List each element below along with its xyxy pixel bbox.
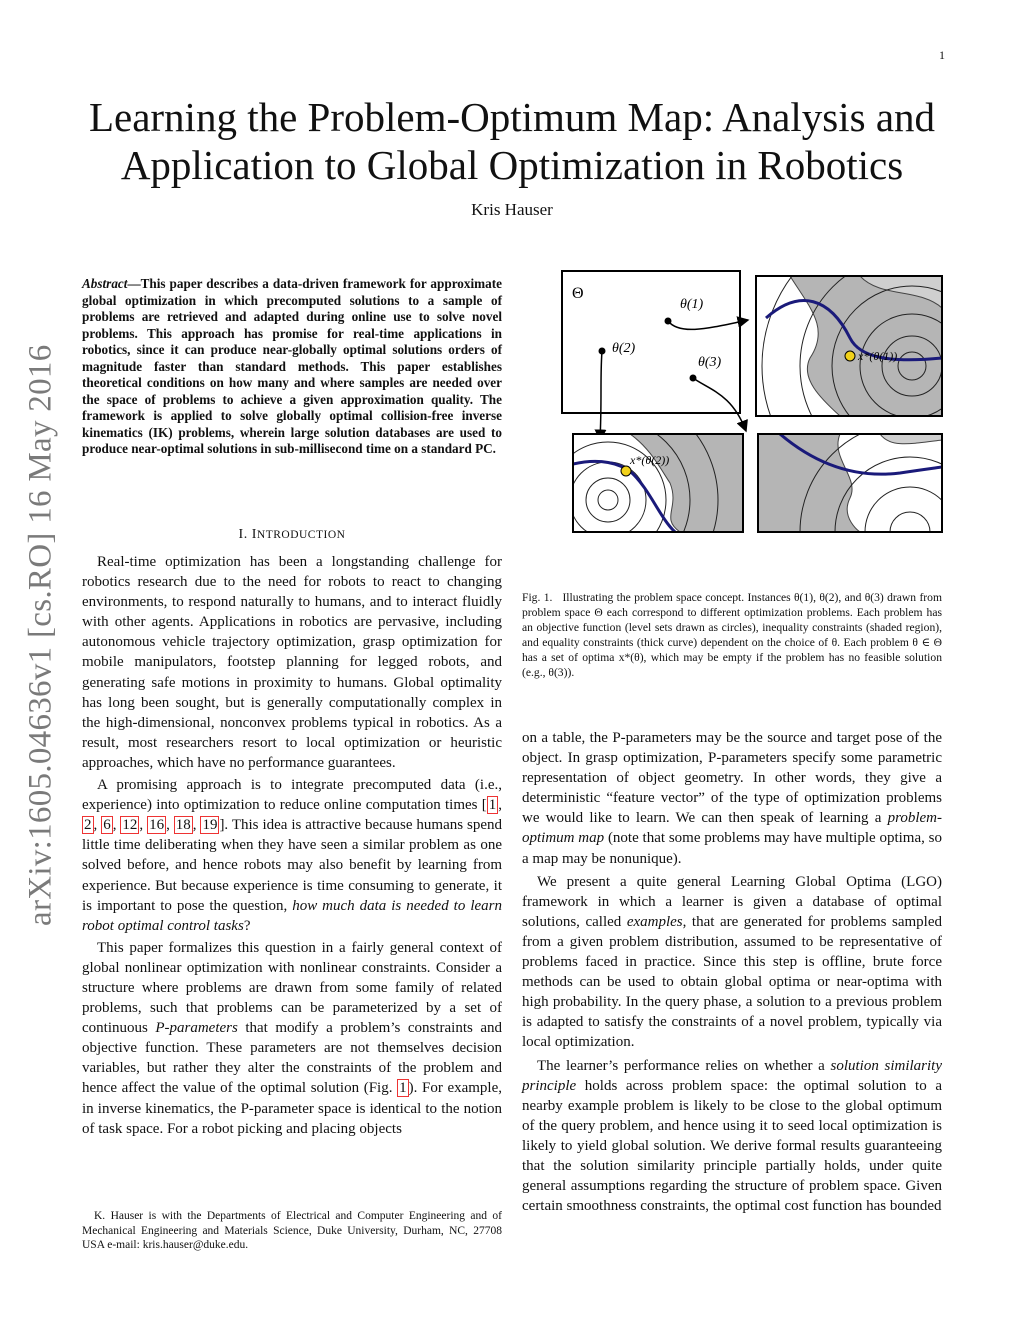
figure-ref-1[interactable]: 1 xyxy=(399,1080,407,1097)
theta2-label: θ(2) xyxy=(612,341,636,356)
intro-paragraph-3: This paper formalizes this question in a fairly general context of global nonlinear optimization with nonlinear constraints. Consider a structure where problems are drawn from some family of related problems, such that problems can be parameterized by a set of continuous P-parameters that modify a problem’s constraints and objective function. These parameters are not themselves decision variables, but rather they alter the constraints of the problem and hence affect the value of the optimal solution (Fig. 1 ). For example, in inverse kinematics, the P-parameter space is identical to the notion of task space. For a robot picking and placing objects xyxy=(82,939,503,1137)
arxiv-side-label: arXiv:1605.04636v1 [cs.RO] 16 May 2016 xyxy=(22,344,59,926)
abstract-label: Abstract xyxy=(82,276,128,291)
section-heading xyxy=(82,527,502,543)
caption-label: Fig. 1. xyxy=(522,591,553,604)
theta1-label: θ(1) xyxy=(680,297,704,312)
citation-19[interactable]: 19 xyxy=(202,817,218,834)
right-paragraph-2: We present a quite general Learning Global Optima (LGO) framework in which a learner is given a database of optimal solutions, called examples, that are generated for problems sampled from a given problem distribution, assumed to be representative of problems faced in practice. Since this step is offline, brute force methods can be used to obtain global optima or near-optima with high probability. In the query phase, a solution to a previous problem is adapted to satisfy the constraints of a novel problem, typically via local optimization. xyxy=(522,873,942,1051)
section-number: I. xyxy=(238,527,248,542)
right-paragraph-3: The learner’s performance relies on whether a solution similarity principle holds across problem space: the optimal solution to a nearby example problem is likely to be close to the global optimum of the query problem, and hence using it to seed local optimization is likely to yield global solution. We derive formal results guaranteeing that the solution similarity principle partially holds, under quite general assumptions regarding the structure of problem space. Given certain smoothness constraints, the optimal cost function has bounded xyxy=(522,1057,943,1215)
caption-text: Illustrating the problem space concept. Instances θ(1), θ(2), and θ(3) drawn from problem space Θ each correspond to different optimization problems. Each problem has an objective function (level sets drawn as circles), inequality constraints (shaded region), and equality constraints (thick curve) dependent on the choice of θ. Each problem θ ∈ Θ has a set of optima x*(θ), which may be empty if the problem has no feasible solution (e.g., θ(3)). xyxy=(522,591,942,679)
footnote: K. Hauser is with the Departments of Electrical and Computer Engineering and of Mechanical Engineering and Materials Science, Duke University, Durham, NC, 27708 USA e-mail: kris.hauser@duke.edu. xyxy=(82,1210,502,1251)
problem3-panel xyxy=(758,422,944,536)
intro-paragraph-1: Real-time optimization has been a longstanding challenge for robotics research due to the need for robots to react to changing environments, to respond naturally to humans, and to interact fluidly with other agents. Applications in robotics are pervasive, including autonomous vehicle trajectory optimization, grasp optimization for mobile manipulators, footstep planning for legged robots, and generating safe motions in proximity to humans. Global optimality has long been sought, but is generally computationally complex in the high-dimensional, nonconvex problems typical in robotics. As a result, most researchers resort to local optimization or heuristic approaches, which have no performance guarantees. xyxy=(82,554,502,771)
intro-paragraph-2: A promising approach is to integrate precomputed data (i.e., experience) into optimization to reduce online computation times [ 1 , 2 , 6 , 12 , 16 , 18 , 19 ]. This idea is attractive because humans spend little time deliberating when they have seen a similar problem as one solved before, and hence robots may also benefit by learning from experience. But because experience is time consuming to generate, it is important to pose the question, how much data is needed to learn robot optimal control tasks? xyxy=(82,777,503,934)
paper-author: Kris Hauser xyxy=(471,200,553,219)
figure-1-caption xyxy=(522,590,942,680)
citation-6[interactable]: 6 xyxy=(103,817,111,834)
paper-title: Learning the Problem-Optimum Map: Analysis and Application to Global Optimization in Robotics xyxy=(88,94,936,188)
citation-1[interactable]: 1 xyxy=(488,797,497,814)
abstract-text: —This paper describes a data-driven framework for approximate global optimization in which precomputed solutions to a sample of problems are retrieved and adapted during online use to solve novel problems. This approach has promise for real-time applications in robotics, since it can produce near-globally optimal solutions orders of magnitude faster than standard methods. This paper establishes theoretical conditions on how many and where samples are needed over the space of problems to achieve a given approximation quality. The framework is applied to solve globally optimal collision-free inverse kinematics (IK) problems, wherein large solution databases are used to produce near-optimal solutions in sub-millisecond time on a standard PC. xyxy=(82,276,502,456)
opt2-label: x*(θ(2)) xyxy=(630,453,670,467)
citation-12[interactable]: 12 xyxy=(122,817,138,834)
page-number: 1 xyxy=(939,48,945,62)
left-column xyxy=(82,552,502,1139)
section-title-first: I xyxy=(251,527,257,542)
right-column xyxy=(522,728,942,1216)
opt1-label: x*(θ(1)) xyxy=(858,349,898,363)
section-title-rest: NTRODUCTION xyxy=(256,529,346,541)
citation-18[interactable]: 18 xyxy=(175,817,191,834)
theta-space-label: Θ xyxy=(572,285,584,302)
theta3-label: θ(3) xyxy=(698,355,722,370)
problem-space-box xyxy=(562,271,740,413)
citation-16[interactable]: 16 xyxy=(149,817,165,834)
right-paragraph-1: on a table, the P-parameters may be the source and target pose of the object. In grasp optimization, P-parameters specify some parametric representation of object geometry. In other words, they give a deterministic “feature vector” of the type of optimization problems we would like to learn. We can then speak of learning a problem-optimum map (note that some problems may have multiple optima, so a map may be nonunique). xyxy=(522,730,942,867)
figure-1 xyxy=(560,268,944,536)
abstract xyxy=(82,276,502,458)
citation-2[interactable]: 2 xyxy=(84,817,92,834)
